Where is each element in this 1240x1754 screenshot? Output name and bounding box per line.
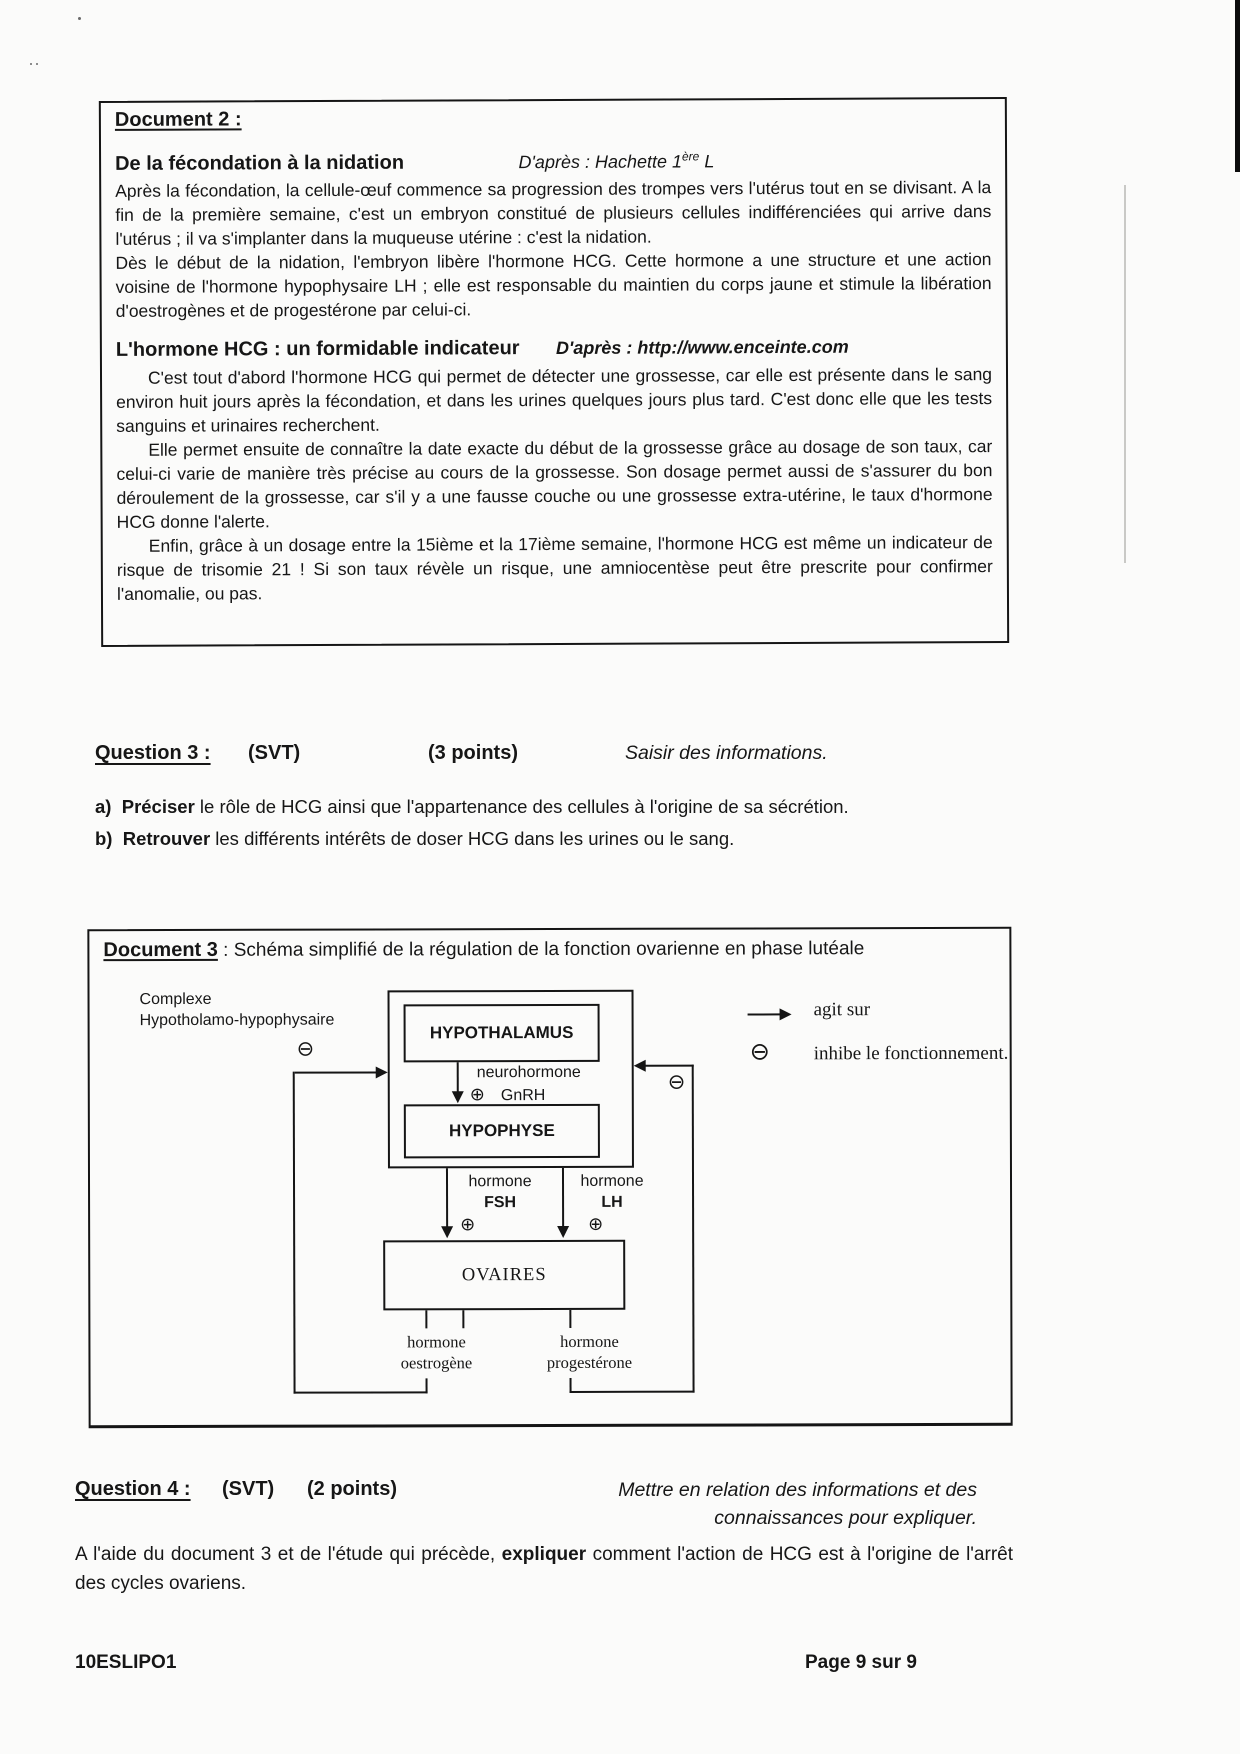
left-feedback-vertical-line xyxy=(293,1072,296,1394)
fecondation-source: D'après : Hachette 1ère L xyxy=(518,149,715,173)
scan-edge-artifact xyxy=(1235,0,1240,172)
hormone-oestrogene-label: hormone oestrogène xyxy=(400,1332,473,1373)
fecondation-paragraph-1: Après la fécondation, la cellule-œuf commence sa progression des trompes vers l'utérus tout en se divisant. A la fin de la première semaine, c'est un embryon constitué de plusieurs cellules indifférenciées qui arrive dans l'utérus ; il va s'implanter dans la muqueuse utérine : c'est la nidation. xyxy=(115,177,992,249)
scan-speck xyxy=(36,63,38,65)
question4-body: A l'aide du document 3 et de l'étude qui précède, expliquer comment l'action de HCG est à l'origine de l'arrêt des cycles ovariens. xyxy=(75,1544,1013,1594)
scan-fold-line xyxy=(1124,185,1126,563)
document3-box xyxy=(87,927,1012,1428)
question4-subject: (SVT) xyxy=(222,1478,275,1500)
hormone-lh-label: hormone LH xyxy=(580,1172,644,1211)
question3-points: (3 points) xyxy=(428,742,518,764)
question3-header xyxy=(95,742,1005,772)
complex-label: Complexe Hypotholamo-hypophysaire xyxy=(139,990,335,1030)
progesterone-connector-line xyxy=(570,1378,572,1393)
question3-subject: (SVT) xyxy=(248,742,301,764)
minus-icon: ⊖ xyxy=(667,1069,686,1094)
gnrh-label: ⊕ GnRH xyxy=(469,1084,546,1106)
document2-title: Document 2 : xyxy=(114,108,242,131)
neurohormone-label: neurohormone xyxy=(476,1063,581,1082)
question4-skill: Mettre en relation des informations et des connaissances pour expliquer. xyxy=(618,1479,977,1529)
scan-speck xyxy=(30,63,32,65)
fsh-arrow-line xyxy=(446,1168,448,1228)
question3-items xyxy=(95,793,1002,852)
hcg-heading: L'hormone HCG : un formidable indicateur xyxy=(115,337,520,361)
question3-item-b: b) Retrouver les différents intérêts de doser HCG dans les urines ou le sang. xyxy=(95,828,735,849)
fecondation-heading-row xyxy=(115,148,991,176)
question3-skill: Saisir des informations. xyxy=(625,742,828,764)
hcg-heading-row xyxy=(116,335,992,362)
gnrh-arrowhead-icon xyxy=(452,1091,464,1103)
ovaires-output-tick xyxy=(569,1310,571,1328)
scan-speck xyxy=(78,17,81,20)
ovarian-regulation-diagram xyxy=(89,929,1010,1425)
footer-page-number: Page 9 sur 9 xyxy=(805,1652,917,1673)
left-feedback-bottom-line xyxy=(294,1391,428,1393)
right-feedback-vertical-line xyxy=(692,1065,695,1393)
lh-arrow-line xyxy=(562,1168,564,1228)
document2-box xyxy=(99,97,1009,647)
hormone-fsh-label: hormone FSH xyxy=(468,1173,532,1212)
question3-label: Question 3 : xyxy=(95,742,211,764)
plus-icon: ⊕ xyxy=(469,1084,485,1106)
footer-reference: 10ESLIPO1 xyxy=(75,1652,177,1673)
hcg-paragraph-1: C'est tout d'abord l'hormone HCG qui permet de détecter une grossesse, car elle est présente dans le sang environ huit jours après la fécondation, et dans les urines quelques jours plus tard. C'est donc elle que les tests sanguins et urinaires recherchent. xyxy=(116,364,993,436)
question4-label: Question 4 : xyxy=(75,1478,191,1500)
fsh-arrowhead-icon xyxy=(441,1226,453,1238)
hcg-paragraph-3: Enfin, grâce à un dosage entre la 15ième et la 17ième semaine, l'hormone HCG est même un indicateur de risque de trisomie 21 ! Si son taux révèle un risque, une amniocentèse peut être prescrite pour confirmer l'anomalie, ou pas. xyxy=(116,532,993,604)
ovaires-output-tick xyxy=(425,1310,427,1328)
document3-title: Document 3 : Schéma simplifié de la régulation de la fonction ovarienne en phase lutéale xyxy=(103,938,865,962)
hormone-progesterone-label: hormone progestérone xyxy=(546,1331,633,1373)
right-feedback-bottom-line xyxy=(570,1391,695,1393)
fecondation-paragraph-2: Dès le début de la nidation, l'embryon libère l'hormone HCG. Cette hormone a une structure et une action voisine de l'hormone hypophysaire LH ; elle est responsable du maintien du corps jaune et stimule la libération d'oestrogènes et de progestérone par celui-ci. xyxy=(115,249,992,321)
question3-item-a: a) Préciser le rôle de HCG ainsi que l'appartenance des cellules à l'origine de sa sécrétion. xyxy=(95,796,849,817)
minus-icon: ⊖ xyxy=(749,1037,770,1066)
ovaires-output-tick xyxy=(462,1310,464,1328)
fecondation-heading: De la fécondation à la nidation xyxy=(115,151,405,175)
complex-outer-box xyxy=(388,990,634,1169)
ovaires-box: OVAIRES xyxy=(383,1240,625,1311)
hcg-paragraph-2: Elle permet ensuite de connaître la date exacte du début de la grossesse grâce au dosage de son taux, car celui-ci varie de manière très précise au cours de la grossesse. Son dosage permet aussi de s'assurer du bon déroulement de la grossesse, car s'il y a une fausse couche ou une grossesse extra-utérine, le taux d'hormone HCG donne l'alerte. xyxy=(116,436,993,532)
lh-arrowhead-icon xyxy=(557,1226,569,1238)
question4-header xyxy=(75,1478,1015,1529)
left-feedback-arrow-line xyxy=(295,1071,379,1073)
hypophyse-box: HYPOPHYSE xyxy=(404,1104,600,1159)
minus-icon: ⊖ xyxy=(296,1036,315,1061)
hcg-source: D'après : http://www.enceinte.com xyxy=(555,336,849,358)
oestrogene-connector-line xyxy=(426,1378,428,1393)
legend-agit-sur: agit sur xyxy=(813,999,871,1021)
right-feedback-arrow-line xyxy=(645,1065,694,1067)
plus-icon: ⊕ xyxy=(460,1214,476,1236)
plus-icon: ⊕ xyxy=(588,1213,604,1235)
legend-arrow-line xyxy=(748,1013,782,1015)
question4-points: (2 points) xyxy=(307,1478,397,1500)
hypothalamus-box: HYPOTHALAMUS xyxy=(404,1004,600,1063)
legend-arrowhead-icon xyxy=(780,1008,792,1020)
document3-title-label: Document 3 xyxy=(103,938,218,962)
left-feedback-arrowhead-icon xyxy=(376,1066,388,1078)
legend-inhibe: inhibe le fonctionnement. xyxy=(813,1042,1009,1065)
